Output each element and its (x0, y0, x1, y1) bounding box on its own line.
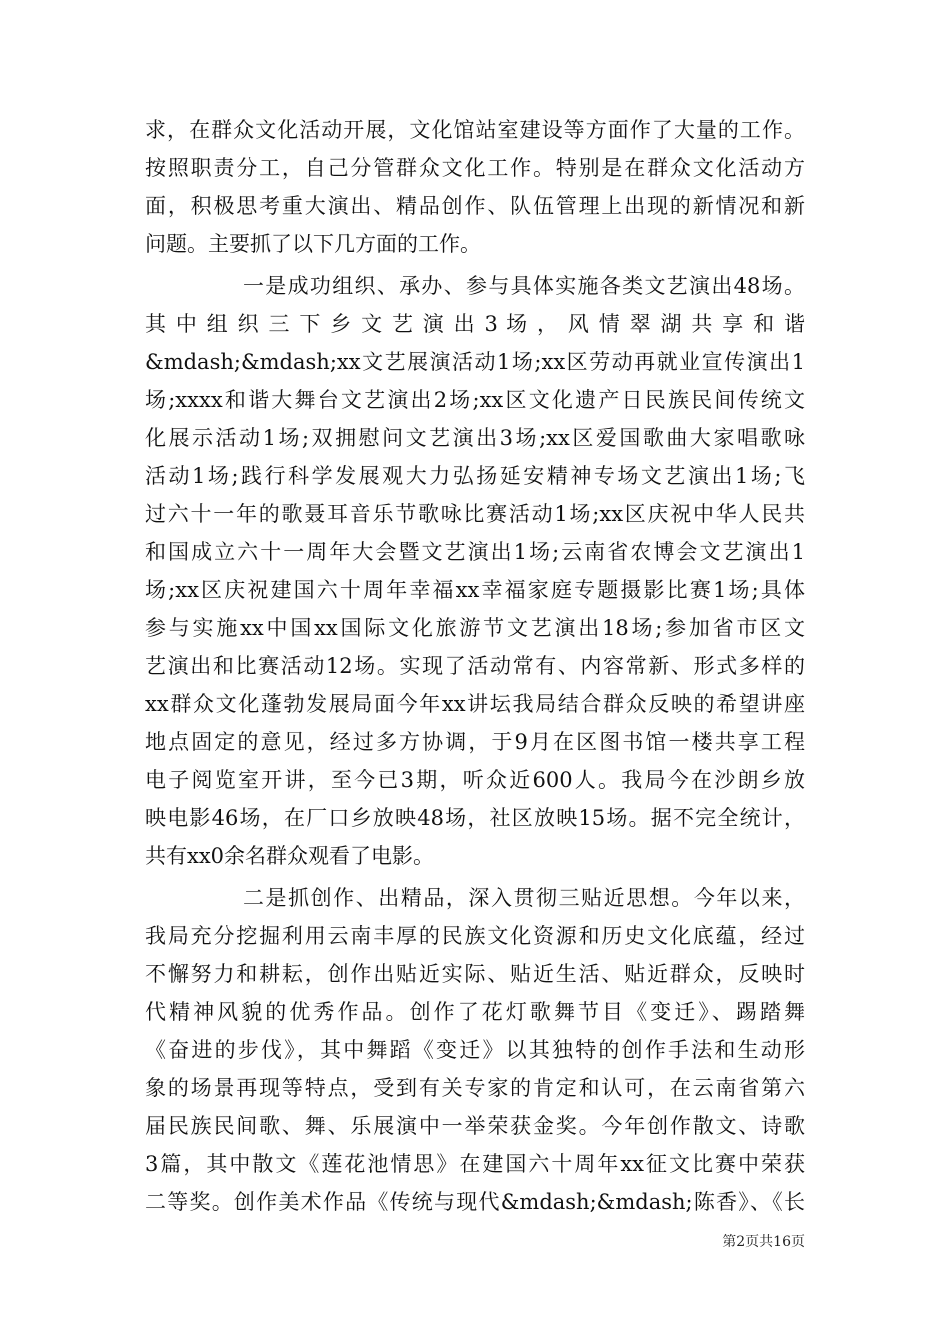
paragraph-first-line: 二是抓创作、出精品，深入贯彻三贴近思想。今年以来， (243, 886, 805, 910)
text-line: xx群众文化蓬勃发展局面今年xx讲坛我局结合群众反映的希望讲座 (145, 692, 805, 716)
text-line: 地点固定的意见，经过多方协调，于9月在区图书馆一楼共享工程 (145, 730, 805, 754)
text-line: 求，在群众文化活动开展，文化馆站室建设等方面作了大量的工作。 (145, 118, 805, 142)
text-line: 问题。主要抓了以下几方面的工作。 (145, 232, 481, 256)
text-line: 代精神风貌的优秀作品。创作了花灯歌舞节目《变迁》、踢踏舞 (145, 1000, 805, 1024)
text-line: 二等奖。创作美术作品《传统与现代&mdash;&mdash;陈香》、《长 (145, 1190, 805, 1214)
text-line: 活动1场;践行科学发展观大力弘扬延安精神专场文艺演出1场;飞 (145, 464, 805, 488)
text-line: 场;xxxx和谐大舞台文艺演出2场;xx区文化遗产日民族民间传统文 (145, 388, 805, 412)
text-line: 艺演出和比赛活动12场。实现了活动常有、内容常新、形式多样的 (145, 654, 805, 678)
text-line: &mdash;&mdash;xx文艺展演活动1场;xx区劳动再就业宣传演出1 (145, 350, 805, 374)
paragraph-first-line: 一是成功组织、承办、参与具体实施各类文艺演出48场。 (243, 274, 805, 298)
page-number-footer: 第2页共16页 (722, 1234, 805, 1250)
text-line: 不懈努力和耕耘，创作出贴近实际、贴近生活、贴近群众，反映时 (145, 962, 805, 986)
text-line: 共有xx0余名群众观看了电影。 (145, 844, 435, 868)
text-line: 参与实施xx中国xx国际文化旅游节文艺演出18场;参加省市区文 (145, 616, 805, 640)
text-line: 象的场景再现等特点，受到有关专家的肯定和认可，在云南省第六 (145, 1076, 805, 1100)
text-line: 3篇，其中散文《莲花池情思》在建国六十周年xx征文比赛中荣获 (145, 1152, 805, 1176)
text-line: 按照职责分工，自己分管群众文化工作。特别是在群众文化活动方 (145, 156, 805, 180)
text-line: 和国成立六十一周年大会暨文艺演出1场;云南省农博会文艺演出1 (145, 540, 805, 564)
text-line: 我局充分挖掘利用云南丰厚的民族文化资源和历史文化底蕴，经过 (145, 924, 805, 948)
text-line: 面，积极思考重大演出、精品创作、队伍管理上出现的新情况和新 (145, 194, 805, 218)
text-line: 届民族民间歌、舞、乐展演中一举荣获金奖。今年创作散文、诗歌 (145, 1114, 805, 1138)
text-line: 电子阅览室开讲，至今已3期，听众近600人。我局今在沙朗乡放 (145, 768, 805, 792)
text-line: 映电影46场，在厂口乡放映48场，社区放映15场。据不完全统计， (145, 806, 805, 830)
text-line: 其 中 组 织 三 下 乡 文 艺 演 出 3 场 ， 风 情 翠 湖 共 享 和 谐 (145, 312, 805, 336)
text-line: 场;xx区庆祝建国六十周年幸福xx幸福家庭专题摄影比赛1场;具体 (145, 578, 805, 602)
text-line: 过六十一年的歌聂耳音乐节歌咏比赛活动1场;xx区庆祝中华人民共 (145, 502, 805, 526)
text-line: 《奋进的步伐》，其中舞蹈《变迁》以其独特的创作手法和生动形 (145, 1038, 805, 1062)
text-line: 化展示活动1场;双拥慰问文艺演出3场;xx区爱国歌曲大家唱歌咏 (145, 426, 805, 450)
